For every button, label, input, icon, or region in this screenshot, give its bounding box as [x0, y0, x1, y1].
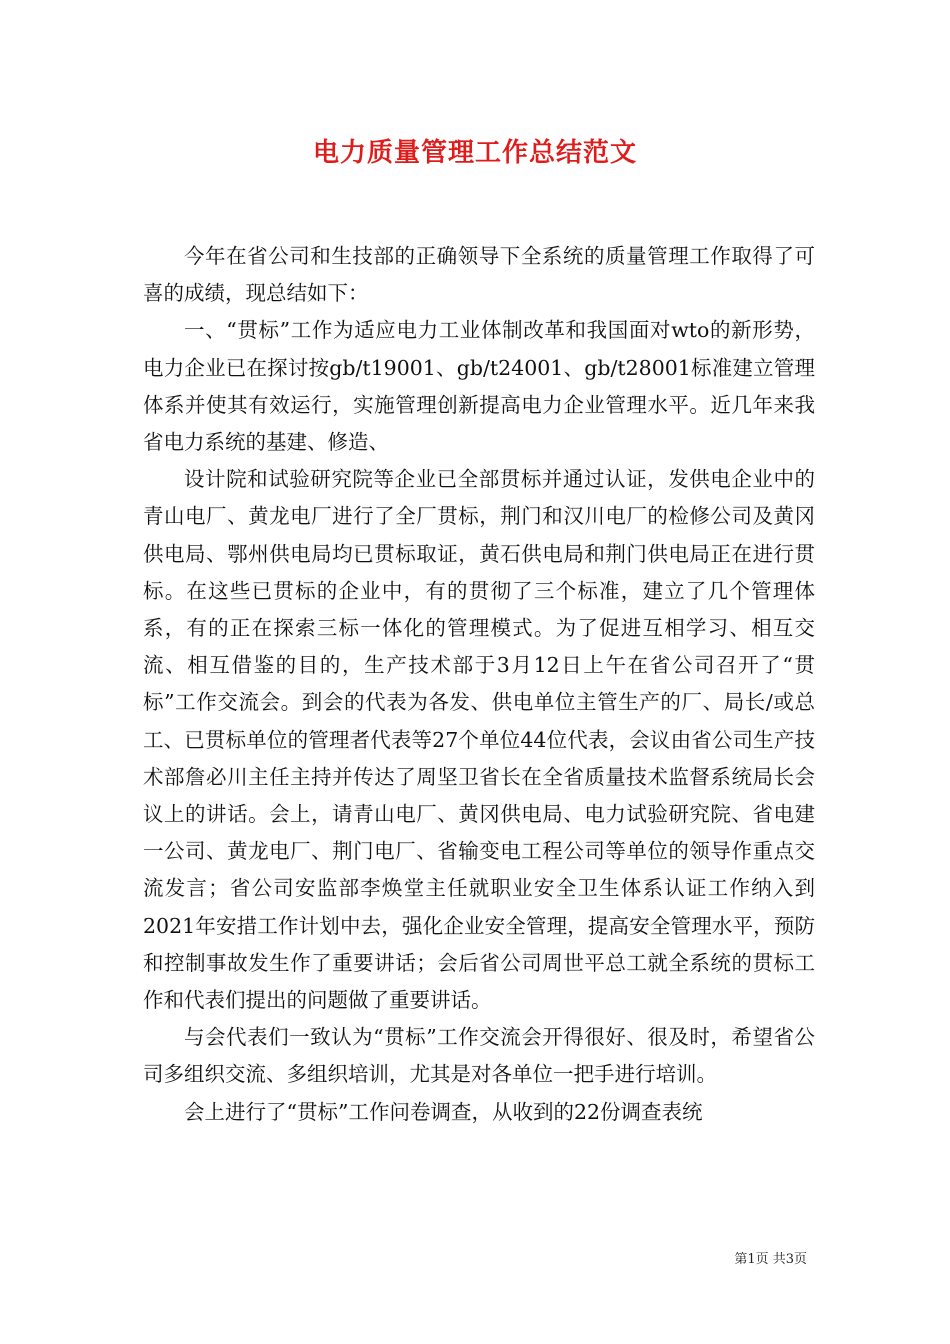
- paragraph-survey: 会上进行了“贯标”工作问卷调查，从收到的22份调查表统: [184, 1099, 703, 1124]
- page-number: 第1页 共3页: [734, 1252, 807, 1267]
- document-body: [143, 238, 815, 1131]
- paragraph-intro: 今年在省公司和生技部的正确领导下全系统的质量管理工作取得了可喜的成绩，现总结如下：: [143, 244, 815, 306]
- paragraph-section-one: 一、“贯标”工作为适应电力工业体制改革和我国面对wto的新形势，电力企业已在探讨按gb/t19001、gb/t24001、gb/t28001标准建立管理体系并使其有效运行，实施管理创新提高电力企业管理水平。近几年来我省电力系统的基建、修造、: [143, 318, 815, 455]
- document-title: 电力质量管理工作总结范文: [312, 138, 637, 168]
- paragraph-certification: 设计院和试验研究院等企业已全部贯标并通过认证，发供电企业中的青山电厂、黄龙电厂进行了全厂贯标，荆门和汉川电厂的检修公司及黄冈供电局、鄂州供电局均已贯标取证，黄石供电局和荆门供电局正在进行贯标。在这些已贯标的企业中，有的贯彻了三个标准，建立了几个管理体系，有的正在探索三标一体化的管理模式。为了促进互相学习、相互交流、相互借鉴的目的，生产技术部于3月12日上午在省公司召开了“贯标”工作交流会。到会的代表为各发、供电单位主管生产的厂、局长/或总工、已贯标单位的管理者代表等27个单位44位代表，会议由省公司生产技术部詹必川主任主持并传达了周坚卫省长在全省质量技术监督系统局长会议上的讲话。会上，请青山电厂、黄冈供电局、电力试验研究院、省电建一公司、黄龙电厂、荆门电厂、省输变电工程公司等单位的领导作重点交流发言；省公司安监部李焕堂主任就职业安全卫生体系认证工作纳入到2021年安措工作计划中去，强化企业安全管理，提高安全管理水平，预防和控制事故发生作了重要讲话；会后省公司周世平总工就全系统的贯标工作和代表们提出的问题做了重要讲话。: [143, 467, 815, 1013]
- paragraph-feedback: 与会代表们一致认为“贯标”工作交流会开得很好、很及时，希望省公司多组织交流、多组织培训，尤其是对各单位一把手进行培训。: [143, 1025, 815, 1087]
